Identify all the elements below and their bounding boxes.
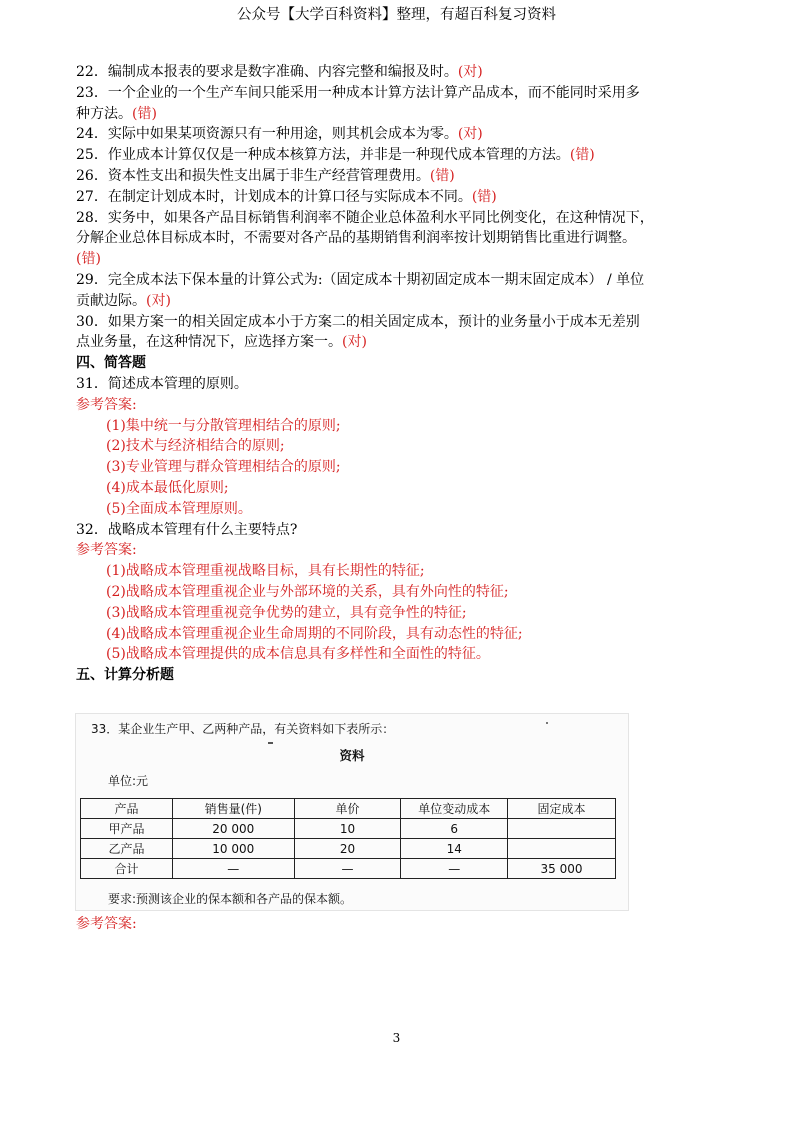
table-cell: 乙产品 — [81, 839, 173, 859]
table-cell: — — [401, 859, 508, 879]
answer-item: (2)战略成本管理重视企业与外部环境的关系，具有外向性的特征; — [106, 583, 509, 600]
table-header-cell: 销售量(件) — [172, 799, 294, 819]
table-cell: 20 — [294, 839, 401, 859]
table-cell: 10 000 — [172, 839, 294, 859]
tf-question-text: 25．作业成本计算仅仅是一种成本核算方法，并非是一种现代成本管理的方法。 — [76, 147, 570, 164]
true-false-list — [76, 62, 724, 353]
tf-question-text: 24．实际中如果某项资源只有一种用途，则其机会成本为零。 — [76, 126, 458, 143]
tf-answer: (对) — [457, 64, 483, 80]
tf-question-line — [76, 187, 724, 208]
answer-item: (4)战略成本管理重视企业生命周期的不同阶段，具有动态性的特征; — [106, 625, 523, 642]
table-header-cell: 固定成本 — [508, 799, 616, 819]
table-cell: 10 — [294, 819, 401, 839]
tf-question-line — [76, 291, 724, 312]
scan-speck — [268, 742, 273, 744]
reference-answer-label-2: 参考答案: — [76, 916, 137, 932]
reference-answer-label: 参考答案: — [76, 542, 137, 559]
figure-question-text: 33．某企业生产甲、乙两种产品，有关资料如下表所示： — [91, 722, 395, 736]
tf-question-line — [76, 228, 724, 249]
scan-speck — [546, 722, 548, 724]
answer-item: (1)集中统一与分散管理相结合的原则; — [106, 417, 341, 434]
answer-item: (1)战略成本管理重视战略目标，具有长期性的特征; — [106, 563, 425, 580]
tf-question-line — [76, 270, 724, 291]
table-header-cell: 产品 — [81, 799, 173, 819]
tf-answer: (对) — [146, 292, 171, 309]
tf-answer: (错) — [132, 105, 157, 122]
tf-answer: (错) — [429, 167, 455, 184]
table-cell — [508, 819, 616, 839]
tf-question-text: 点业务量，在这种情况下，应选择方案一。 — [76, 334, 342, 351]
tf-question-line — [76, 83, 724, 104]
tf-question-text: 28．实务中，如果各产品目标销售利润率不随企业总体盈利水平同比例变化，在这种情况下， — [76, 209, 654, 226]
table-cell: 甲产品 — [81, 819, 173, 839]
answer-item: (3)专业管理与群众管理相结合的原则; — [106, 459, 341, 476]
page-number: 3 — [392, 1031, 401, 1045]
tf-question-line — [76, 145, 724, 166]
tf-question-line — [76, 208, 724, 229]
tf-question-line — [76, 124, 724, 145]
table-header-row — [81, 799, 616, 819]
table-cell: 6 — [401, 819, 508, 839]
table-header-cell: 单价 — [294, 799, 401, 819]
tf-question-text: 30．如果方案一的相关固定成本小于方案二的相关固定成本，预计的业务量小于成本无差别 — [76, 313, 640, 330]
table-row — [81, 839, 616, 859]
reference-answer-label: 参考答案: — [76, 396, 137, 413]
table-cell: 35 000 — [508, 859, 616, 879]
tf-question-text: 23．一个企业的一个生产车间只能采用一种成本计算方法计算产品成本，而不能同时采用多 — [76, 84, 640, 101]
page-header: 公众号【大学百科资料】整理，有超百科复习资料 — [237, 7, 556, 23]
tf-question-text: 26．资本性支出和损失性支出属于非生产经营管理费用。 — [76, 167, 430, 184]
table-cell: 14 — [401, 839, 508, 859]
tf-answer: (对) — [342, 334, 367, 351]
table-cell: 20 000 — [172, 819, 294, 839]
table-row — [81, 819, 616, 839]
tf-answer: (错) — [471, 188, 497, 205]
answer-item: (2)技术与经济相结合的原则; — [106, 438, 285, 455]
tf-question-line — [76, 166, 724, 187]
section-5-heading: 五、计算分析题 — [76, 667, 174, 684]
tf-question-line — [76, 249, 724, 270]
section-4-heading: 四、简答题 — [76, 355, 146, 372]
answer-item: (5)战略成本管理提供的成本信息具有多样性和全面性的特征。 — [106, 646, 490, 663]
figure-unit: 单位:元 — [108, 774, 149, 788]
tf-question-text: 种方法。 — [76, 105, 132, 122]
answer-item: (4)成本最低化原则; — [106, 479, 229, 496]
tf-question-text: 27．在制定计划成本时，计划成本的计算口径与实际成本不同。 — [76, 188, 472, 205]
answer-item: (3)战略成本管理重视竞争优势的建立，具有竞争性的特征; — [106, 604, 467, 621]
tf-question-line — [76, 104, 724, 125]
tf-question-line — [76, 62, 724, 83]
table-row — [81, 859, 616, 879]
tf-answer: (对) — [457, 126, 483, 143]
question-31: 31．简述成本管理的原则。 — [76, 375, 248, 392]
tf-answer: (错) — [76, 251, 101, 268]
tf-answer: (错) — [569, 147, 595, 164]
table-cell: 合计 — [81, 859, 173, 879]
tf-question-text: 贡献边际。 — [76, 292, 146, 309]
table-cell: — — [172, 859, 294, 879]
table-header-cell: 单位变动成本 — [401, 799, 508, 819]
tf-question-text: 分解企业总体目标成本时，不需要对各产品的基期销售利润率按计划期销售比重进行调整。 — [76, 230, 636, 247]
question-32: 32．战略成本管理有什么主要特点? — [76, 521, 298, 538]
tf-question-line — [76, 312, 724, 333]
figure-title: 资料 — [339, 748, 365, 763]
data-table — [80, 798, 616, 879]
tf-question-text: 29．完全成本法下保本量的计算公式为:（固定成本十期初固定成本一期末固定成本） / 单位 — [76, 271, 645, 288]
scanned-question-figure — [75, 713, 629, 911]
table-cell — [508, 839, 616, 859]
tf-question-text: 22．编制成本报表的要求是数字准确、内容完整和编报及时。 — [76, 64, 458, 80]
tf-question-line — [76, 332, 724, 353]
figure-requirement: 要求:预测该企业的保本额和各产品的保本额。 — [108, 892, 353, 906]
content-body — [76, 62, 724, 686]
answer-item: (5)全面成本管理原则。 — [106, 500, 252, 517]
table-cell: — — [294, 859, 401, 879]
